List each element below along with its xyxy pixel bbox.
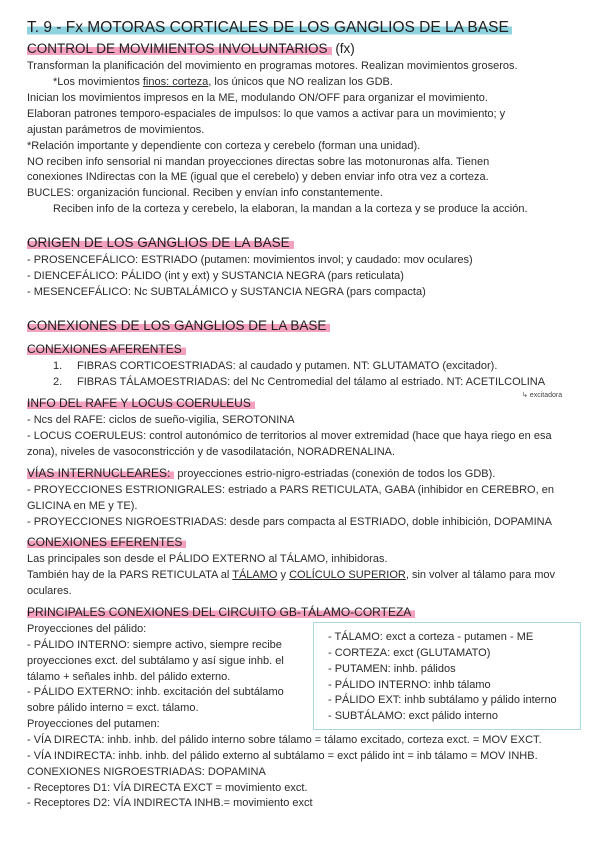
list-item: FIBRAS TÁLAMOESTRIADAS: del Nc Centromedial del tálamo al estriado. NT: ACETILCOLINA (77, 376, 546, 388)
text-line: BUCLES: organización funcional. Reciben y envían info constantemente. (27, 187, 383, 199)
text-line: Proyecciones del pálido: (27, 623, 147, 635)
box-line: - TÁLAMO: exct a corteza - putamen - ME (328, 631, 534, 643)
text-line: zona), niveles de vasoconstricción y de vasodilatación, NORADRENALINA. (27, 446, 396, 458)
box-line: - SUBTÁLAMO: exct pálido interno (328, 710, 498, 722)
heading-eferentes: CONEXIONES EFERENTES (27, 535, 186, 549)
text-line: *Los movimientos finos: corteza, los únicos que NO realizan los GDB. (53, 76, 393, 88)
text-line: - PÁLIDO INTERNO: siempre activo, siempre recibe (27, 639, 282, 651)
text-line: Proyecciones del putamen: (27, 718, 160, 730)
list-item-number: 1. (53, 360, 63, 372)
text-line: - Ncs del RAFE: ciclos de sueño-vigilia, SEROTONINA (27, 414, 295, 426)
page-title: T. 9 - Fx MOTORAS CORTICALES DE LOS GANGLIOS DE LA BASE (27, 19, 512, 37)
text-line: NO reciben info sensorial ni mandan proyecciones directas sobre las motonuronas alfa. Tienen (27, 156, 490, 168)
list-item-number: 2. (53, 376, 63, 388)
box-line: - PÁLIDO EXT: inhb subtálamo y pálido interno (328, 694, 557, 706)
box-line: - CORTEZA: exct (GLUTAMATO) (328, 647, 491, 659)
text-line: proyecciones exct. del subtálamo y así sigue inhb. el (27, 655, 284, 667)
text-line: Transforman la planificación del movimiento en programas motores. Realizan movimientos groseros. (27, 60, 518, 72)
heading-circuito: PRINCIPALES CONEXIONES DEL CIRCUITO GB-TÁLAMO-CORTEZA (27, 605, 415, 619)
list-item: FIBRAS CORTICOESTRIADAS: al caudado y putamen. NT: GLUTAMATO (excitador). (77, 360, 498, 372)
heading-control-movimientos: CONTROL DE MOVIMIENTOS INVOLUNTARIOS (fx) (27, 41, 355, 56)
text-line: CONEXIONES NIGROESTRIADAS: DOPAMINA (27, 766, 266, 778)
text-line: - Receptores D2: VÍA INDIRECTA INHB.= movimiento exct (27, 797, 313, 809)
heading-origen: ORIGEN DE LOS GANGLIOS DE LA BASE (27, 235, 294, 251)
box-line: - PÁLIDO INTERNO: inhb tálamo (328, 679, 491, 691)
heading-rafe: INFO DEL RAFE Y LOCUS COERULEUS (27, 396, 255, 410)
box-line: - PUTAMEN: inhb. pálidos (328, 663, 456, 675)
text-line: - VÍA DIRECTA: inhb. inhb. del pálido interno sobre tálamo = tálamo excitado, corteza exct. = MOV EXCT. (27, 734, 542, 746)
text-line: conexiones INdirectas con la ME (igual que el cerebelo) y deben enviar info otra vez a corteza. (27, 171, 489, 183)
text-line: GLICINA en ME y TE). (27, 500, 138, 512)
text-line: tálamo + señales inhb. del pálido externo. (27, 671, 231, 683)
text-line: - PROYECCIONES ESTRIONIGRALES: estriado a PARS RETICULATA, GABA (inhibidor en CEREBRO, en (27, 484, 554, 496)
text-line: - MESENCEFÁLICO: Nc SUBTALÁMICO y SUSTANCIA NEGRA (pars compacta) (27, 286, 426, 298)
text-line: - VÍA INDIRECTA: inhb. inhb. del pálido externo al subtálamo = exct pálido int = inb tálamo = MOV INHB. (27, 750, 538, 762)
text-line: - PÁLIDO EXTERNO: inhb. excitación del subtálamo (27, 686, 284, 698)
text-line: También hay de la PARS RETICULATA al TÁLAMO y COLÍCULO SUPERIOR, sin volver al tálamo para mov (27, 569, 555, 581)
text-line: ajustan parámetros de movimientos. (27, 124, 205, 136)
text-line: - Receptores D1: VÍA DIRECTA EXCT = movimiento exct. (27, 782, 308, 794)
text-line: sobre pálido interno = exct. tálamo. (27, 702, 199, 714)
text-line: Las principales son desde el PÁLIDO EXTERNO al TÁLAMO, inhibidoras. (27, 553, 388, 565)
text-line: - DIENCEFÁLICO: PÁLIDO (int y ext) y SUSTANCIA NEGRA (pars reticulata) (27, 270, 404, 282)
text-line: oculares. (27, 585, 72, 597)
text-line: - PROYECCIONES NIGROESTRIADAS: desde pars compacta al ESTRIADO, doble inhibición, DOPAMINA (27, 516, 552, 528)
text-line: VÍAS INTERNUCLEARES: proyecciones estrio-nigro-estriadas (conexión de todos los GDB). (27, 466, 496, 480)
text-line: - LOCUS COERULEUS: control autonómico de territorios al mover extremidad (hace que haya riego en esa (27, 430, 552, 442)
text-line: Inician los movimientos impresos en la ME, modulando ON/OFF para organizar el movimiento. (27, 92, 488, 104)
text-line: - PROSENCEFÁLICO: ESTRIADO (putamen: movimientos invol; y caudado: mov oculares) (27, 254, 473, 266)
handwritten-note: ↳ excitadora (522, 392, 563, 399)
heading-aferentes: CONEXIONES AFERENTES (27, 342, 186, 356)
text-line: Elaboran patrones temporo-espaciales de impulsos: lo que vamos a activar para un movimiento; y (27, 108, 506, 120)
summary-box (313, 622, 581, 730)
text-line: *Relación importante y dependiente con corteza y cerebelo (forman una unidad). (27, 140, 421, 152)
text-line: Reciben info de la corteza y cerebelo, la elaboran, la mandan a la corteza y se produce la acción. (53, 203, 528, 215)
heading-conexiones: CONEXIONES DE LOS GANGLIOS DE LA BASE (27, 318, 330, 334)
